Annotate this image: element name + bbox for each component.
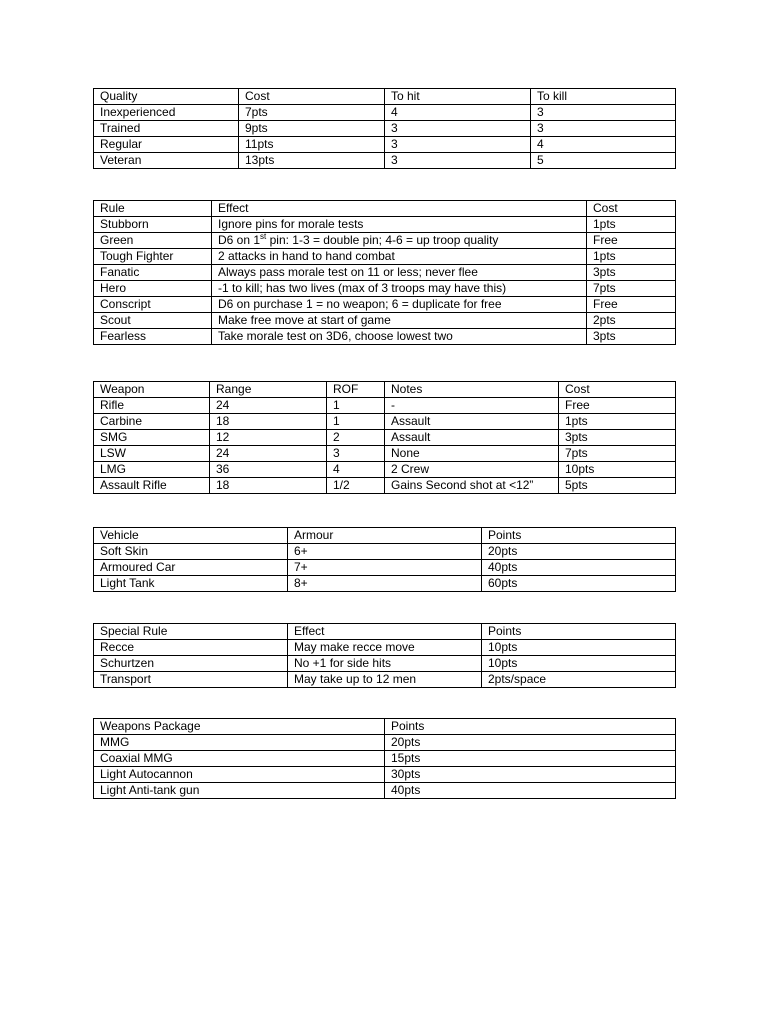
table-row	[94, 735, 676, 751]
table-row	[94, 105, 676, 121]
table-cell: 1pts	[559, 414, 676, 430]
table-cell: Always pass morale test on 11 or less; never flee	[212, 265, 587, 281]
table-cell: Light Anti-tank gun	[94, 783, 385, 799]
header-row	[94, 201, 676, 217]
table-cell: 24	[210, 446, 327, 462]
vehicles-table	[93, 527, 676, 592]
table-cell: May make recce move	[288, 640, 482, 656]
table-row	[94, 398, 676, 414]
table-cell: Free	[587, 233, 676, 249]
table-cell: SMG	[94, 430, 210, 446]
table-row	[94, 414, 676, 430]
table-cell: 1/2	[327, 478, 385, 494]
weapons-table	[93, 381, 676, 494]
effect-text-start: D6 on 1	[218, 233, 261, 247]
table-cell: 60pts	[482, 576, 676, 592]
header-row	[94, 89, 676, 105]
table-cell: 18	[210, 478, 327, 494]
table-cell: Coaxial MMG	[94, 751, 385, 767]
table-cell: 15pts	[385, 751, 676, 767]
column-header: Range	[210, 382, 327, 398]
table-cell: 12	[210, 430, 327, 446]
table-cell: 7pts	[559, 446, 676, 462]
column-header: Points	[385, 719, 676, 735]
table-cell: Light Autocannon	[94, 767, 385, 783]
table-row	[94, 783, 676, 799]
table-cell: Conscript	[94, 297, 212, 313]
table-cell: 11pts	[239, 137, 385, 153]
table-row	[94, 462, 676, 478]
table-cell: 18	[210, 414, 327, 430]
table-cell: Light Tank	[94, 576, 288, 592]
table-cell: 36	[210, 462, 327, 478]
table-cell: 5pts	[559, 478, 676, 494]
table-row	[94, 767, 676, 783]
table-cell: Rifle	[94, 398, 210, 414]
table-cell: Green	[94, 233, 212, 249]
table-cell: 3	[531, 121, 676, 137]
table-cell: Transport	[94, 672, 288, 688]
table-cell: Make free move at start of game	[212, 313, 587, 329]
table-row	[94, 544, 676, 560]
table-cell: 3	[531, 105, 676, 121]
table-cell: 30pts	[385, 767, 676, 783]
column-header: Rule	[94, 201, 212, 217]
table-cell: None	[385, 446, 559, 462]
table-cell: 3pts	[587, 265, 676, 281]
table-cell: Assault	[385, 414, 559, 430]
table-cell: Free	[559, 398, 676, 414]
table-cell: 4	[385, 105, 531, 121]
column-header: Points	[482, 624, 676, 640]
table-row	[94, 640, 676, 656]
table-cell: 9pts	[239, 121, 385, 137]
column-header: Vehicle	[94, 528, 288, 544]
column-header: Cost	[587, 201, 676, 217]
column-header: Special Rule	[94, 624, 288, 640]
column-header: Weapons Package	[94, 719, 385, 735]
table-cell: 8+	[288, 576, 482, 592]
table-cell: Gains Second shot at <12”	[385, 478, 559, 494]
table-row	[94, 297, 676, 313]
table-cell: Take morale test on 3D6, choose lowest two	[212, 329, 587, 345]
table-cell: 2	[327, 430, 385, 446]
table-cell: Recce	[94, 640, 288, 656]
table-cell: Free	[587, 297, 676, 313]
table-cell: 1pts	[587, 217, 676, 233]
table-cell: Assault Rifle	[94, 478, 210, 494]
header-row	[94, 528, 676, 544]
table-cell: 40pts	[385, 783, 676, 799]
table-cell: 4	[327, 462, 385, 478]
table-cell: Veteran	[94, 153, 239, 169]
table-cell: Schurtzen	[94, 656, 288, 672]
table-cell: 7pts	[587, 281, 676, 297]
table-row	[94, 430, 676, 446]
table-cell: Inexperienced	[94, 105, 239, 121]
table-cell: Assault	[385, 430, 559, 446]
table-cell: 24	[210, 398, 327, 414]
table-cell: No +1 for side hits	[288, 656, 482, 672]
table-row	[94, 656, 676, 672]
column-header: Notes	[385, 382, 559, 398]
table-cell: 40pts	[482, 560, 676, 576]
table-cell: 10pts	[559, 462, 676, 478]
column-header: Points	[482, 528, 676, 544]
table-row	[94, 265, 676, 281]
table-cell: LMG	[94, 462, 210, 478]
table-cell	[212, 233, 587, 249]
table-cell: 4	[531, 137, 676, 153]
table-cell: D6 on purchase 1 = no weapon; 6 = duplicate for free	[212, 297, 587, 313]
table-cell: MMG	[94, 735, 385, 751]
table-cell: Soft Skin	[94, 544, 288, 560]
table-cell: 13pts	[239, 153, 385, 169]
table-cell: May take up to 12 men	[288, 672, 482, 688]
table-cell: 6+	[288, 544, 482, 560]
table-cell: 20pts	[385, 735, 676, 751]
column-header: Quality	[94, 89, 239, 105]
table-row	[94, 446, 676, 462]
table-cell: Ignore pins for morale tests	[212, 217, 587, 233]
table-cell: 20pts	[482, 544, 676, 560]
column-header: Weapon	[94, 382, 210, 398]
table-cell: Fearless	[94, 329, 212, 345]
column-header: To hit	[385, 89, 531, 105]
column-header: ROF	[327, 382, 385, 398]
table-row	[94, 217, 676, 233]
column-header: Armour	[288, 528, 482, 544]
table-cell: -1 to kill; has two lives (max of 3 troops may have this)	[212, 281, 587, 297]
table-cell: Hero	[94, 281, 212, 297]
table-row	[94, 281, 676, 297]
table-cell: Fanatic	[94, 265, 212, 281]
effect-text-end: pin: 1-3 = double pin; 4-6 = up troop quality	[266, 233, 499, 247]
table-cell: 3pts	[559, 430, 676, 446]
table-cell: 1	[327, 414, 385, 430]
header-row	[94, 382, 676, 398]
table-cell: 1pts	[587, 249, 676, 265]
table-row	[94, 249, 676, 265]
rules-table	[93, 200, 676, 345]
table-row	[94, 121, 676, 137]
table-cell: 2pts	[587, 313, 676, 329]
weapons-package-table	[93, 718, 676, 799]
table-cell: 3	[327, 446, 385, 462]
table-cell: 2pts/space	[482, 672, 676, 688]
table-cell: 2 Crew	[385, 462, 559, 478]
special-rules-table	[93, 623, 676, 688]
table-cell: 2 attacks in hand to hand combat	[212, 249, 587, 265]
table-row	[94, 576, 676, 592]
table-cell: LSW	[94, 446, 210, 462]
column-header: Cost	[559, 382, 676, 398]
table-row	[94, 329, 676, 345]
table-cell: Scout	[94, 313, 212, 329]
table-cell: -	[385, 398, 559, 414]
table-cell: Tough Fighter	[94, 249, 212, 265]
table-cell: 10pts	[482, 656, 676, 672]
table-row	[94, 137, 676, 153]
header-row	[94, 624, 676, 640]
table-cell: Stubborn	[94, 217, 212, 233]
column-header: To kill	[531, 89, 676, 105]
table-row	[94, 751, 676, 767]
table-row	[94, 478, 676, 494]
table-cell: Carbine	[94, 414, 210, 430]
quality-table	[93, 88, 676, 169]
table-cell: Trained	[94, 121, 239, 137]
table-row	[94, 233, 676, 249]
table-cell: Regular	[94, 137, 239, 153]
table-cell: 1	[327, 398, 385, 414]
table-cell: 7pts	[239, 105, 385, 121]
table-row	[94, 672, 676, 688]
header-row	[94, 719, 676, 735]
table-cell: 3	[385, 121, 531, 137]
table-row	[94, 560, 676, 576]
table-cell: 3pts	[587, 329, 676, 345]
table-cell: 5	[531, 153, 676, 169]
column-header: Cost	[239, 89, 385, 105]
column-header: Effect	[288, 624, 482, 640]
table-cell: 3	[385, 137, 531, 153]
table-cell: 3	[385, 153, 531, 169]
table-row	[94, 153, 676, 169]
table-row	[94, 313, 676, 329]
table-cell: Armoured Car	[94, 560, 288, 576]
table-cell: 10pts	[482, 640, 676, 656]
column-header: Effect	[212, 201, 587, 217]
table-cell: 7+	[288, 560, 482, 576]
ordinal-suffix: st	[260, 232, 267, 241]
